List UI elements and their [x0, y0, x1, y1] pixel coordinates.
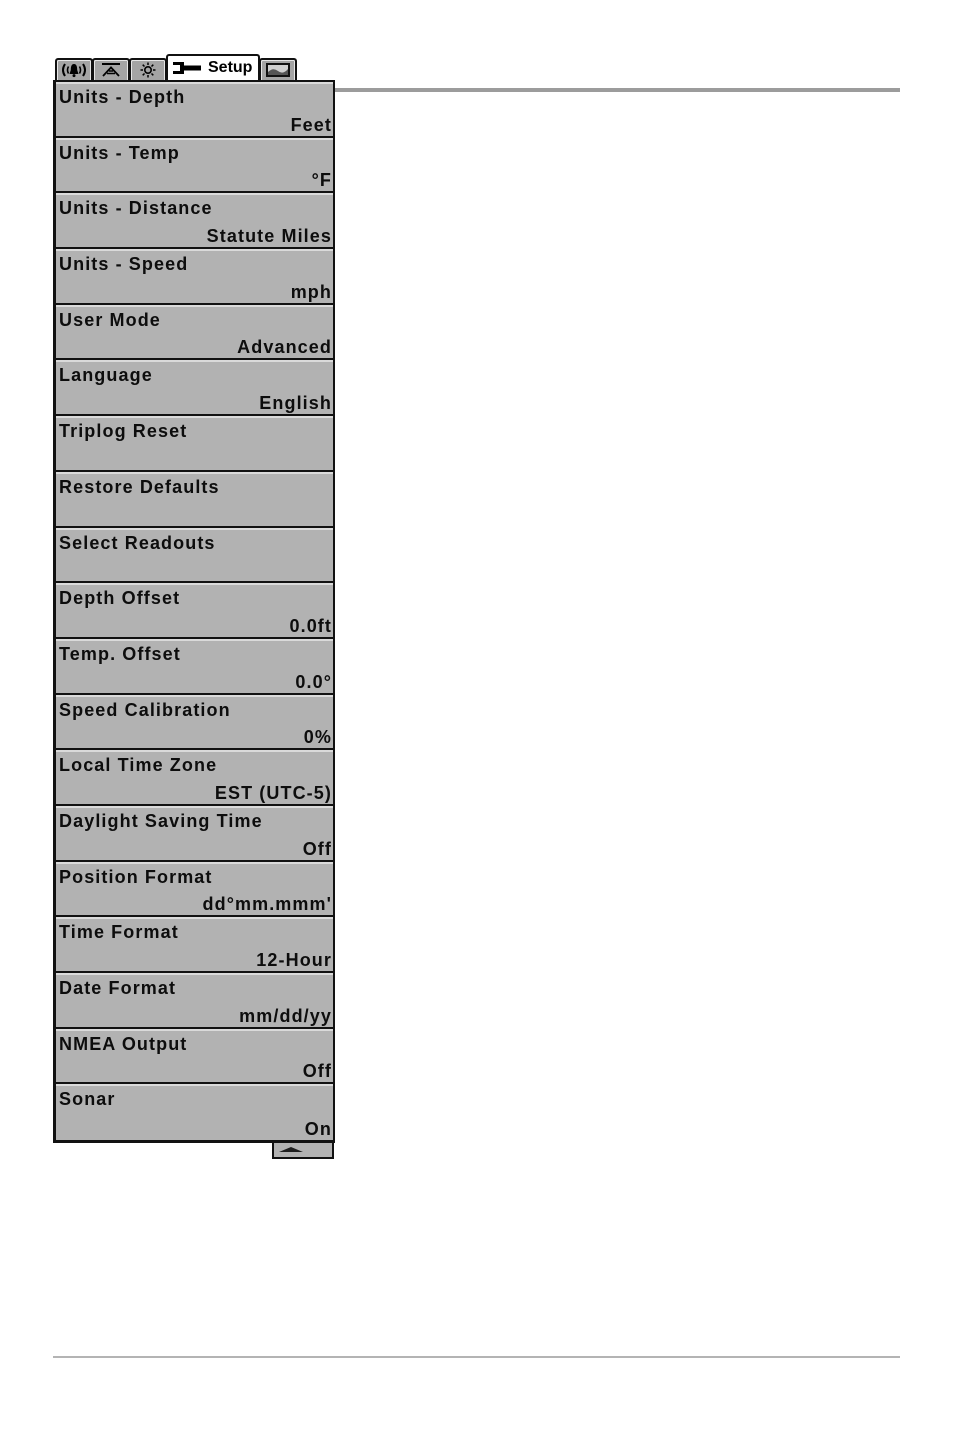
menu-item-nmea-output[interactable]: [56, 1029, 333, 1085]
menu-item-time-format[interactable]: [56, 917, 333, 973]
menu-item-label: Units - Depth: [59, 87, 186, 107]
menu-item-label: Restore Defaults: [59, 476, 220, 497]
menu-item-value: 12-Hour: [256, 950, 332, 970]
menu-item-value: Advanced: [237, 337, 332, 358]
menu-item-label: NMEA Output: [59, 1033, 188, 1054]
menu-item-value: 0%: [303, 727, 332, 748]
menu-item-value: Feet: [290, 114, 332, 135]
menu-item-language[interactable]: [56, 360, 333, 416]
menu-item-label: Time Format: [59, 922, 179, 943]
menu-item-triplog-reset[interactable]: [56, 416, 333, 472]
header-rule: [335, 88, 900, 92]
menu-item-label: Depth Offset: [59, 588, 181, 609]
menu-item-label: Temp. Offset: [59, 643, 181, 664]
menu-item-local-time-zone[interactable]: [56, 750, 333, 806]
wrench-icon: [172, 61, 202, 75]
scroll-up-button[interactable]: [272, 1143, 334, 1159]
menu-item-label: Select Readouts: [59, 532, 216, 553]
menu-item-label: Date Format: [59, 978, 177, 998]
menu-item-speed-calibration[interactable]: [56, 695, 333, 751]
menu-item-units-distance[interactable]: [56, 193, 333, 249]
menu-item-value: mm/dd/yy: [239, 1005, 332, 1026]
view-icon: [265, 62, 291, 78]
tab-alarms[interactable]: [55, 58, 93, 80]
menu-item-temp-offset[interactable]: [56, 639, 333, 695]
tab-setup-label: Setup: [208, 59, 253, 76]
menu-item-label: Units - Temp: [59, 142, 180, 163]
menu-item-value: mph: [290, 281, 332, 302]
menu-item-units-temp[interactable]: [56, 138, 333, 194]
menu-item-user-mode[interactable]: [56, 305, 333, 361]
menu-item-sonar[interactable]: [56, 1084, 333, 1140]
menu-item-value: dd°mm.mmm': [202, 894, 332, 915]
menu-item-label: Units - Distance: [59, 198, 213, 219]
menu-item-label: User Mode: [59, 309, 161, 330]
tab-display[interactable]: [129, 58, 167, 80]
tab-sonar[interactable]: [92, 58, 130, 80]
menu-item-position-format[interactable]: [56, 862, 333, 918]
menu-item-restore-defaults[interactable]: [56, 472, 333, 528]
tab-views[interactable]: [259, 58, 297, 80]
setup-menu: [53, 80, 335, 1143]
sonar-icon: [98, 62, 124, 78]
menu-item-label: Triplog Reset: [59, 421, 188, 442]
sun-icon: [135, 62, 161, 78]
menu-item-label: Speed Calibration: [59, 699, 231, 720]
menu-item-value: Off: [302, 838, 332, 859]
menu-item-units-depth[interactable]: [56, 82, 333, 138]
menu-item-label: Language: [59, 365, 153, 386]
menu-item-label: Position Format: [59, 866, 213, 887]
menu-item-date-format[interactable]: [56, 973, 333, 1029]
menu-item-value: °F: [311, 170, 332, 191]
menu-item-label: Units - Speed: [59, 254, 189, 275]
up-arrow-icon: [279, 1147, 303, 1152]
menu-item-label: Local Time Zone: [59, 755, 218, 776]
menu-item-depth-offset[interactable]: [56, 583, 333, 639]
menu-item-value: On: [304, 1119, 332, 1140]
menu-item-value: 0.0ft: [289, 615, 332, 636]
menu-item-value: Statute Miles: [206, 226, 332, 247]
menu-item-value: Off: [302, 1061, 332, 1082]
tab-setup[interactable]: [166, 54, 260, 80]
menu-item-select-readouts[interactable]: [56, 528, 333, 584]
menu-item-label: Sonar: [59, 1089, 116, 1110]
menu-item-value: English: [259, 393, 332, 414]
footer-rule: [53, 1356, 900, 1358]
menu-item-label: Daylight Saving Time: [59, 810, 263, 831]
menu-item-value: 0.0°: [295, 671, 332, 692]
menu-item-daylight-saving-time[interactable]: [56, 806, 333, 862]
menu-item-value: EST (UTC-5): [214, 782, 332, 803]
alarm-icon: [59, 62, 89, 78]
menu-item-units-speed[interactable]: [56, 249, 333, 305]
